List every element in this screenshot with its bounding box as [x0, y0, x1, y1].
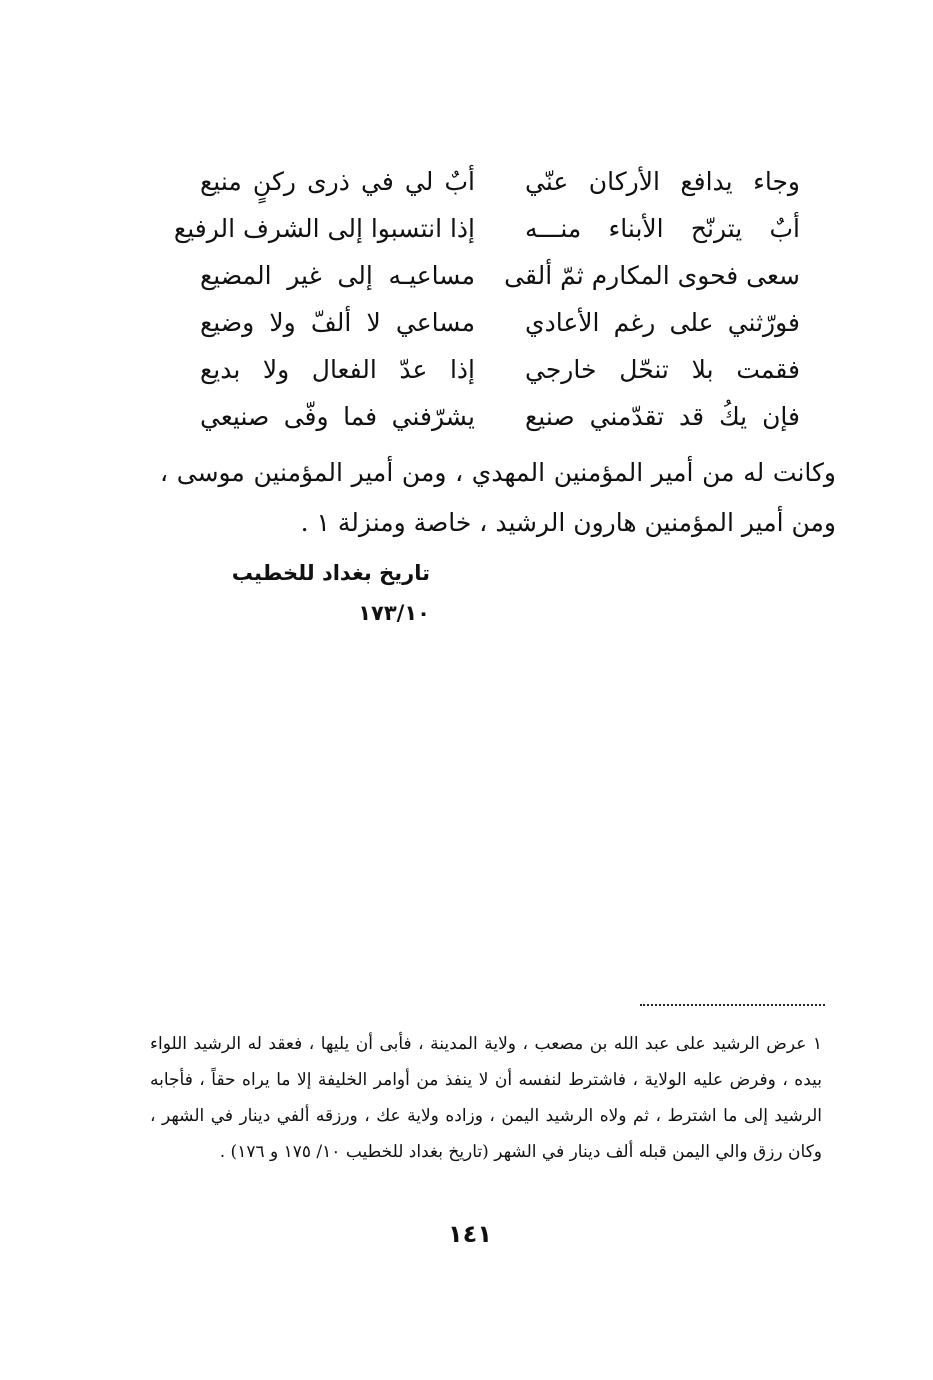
poem-first-hemistich: فإن يكُ قد تقدّمني صنيع	[525, 402, 800, 431]
poem-first-hemistich: سعى فحوى المكارم ثمّ ألقى	[504, 261, 800, 290]
page-number: ١٤١	[448, 1220, 492, 1248]
poem-second-hemistich: إذا عدّ الفعال ولا بديع	[200, 355, 475, 384]
poem-verse	[200, 393, 800, 441]
poem-first-hemistich: أبٌ يترنّح الأبناء منـــه	[525, 214, 800, 243]
poem-verse	[200, 346, 800, 394]
footnote-separator	[640, 1004, 825, 1006]
poem-second-hemistich: مساعيـه إلى غير المضيع	[200, 261, 475, 290]
poem-first-hemistich: وجاء يدافع الأركان عنّي	[525, 167, 800, 196]
poem-second-hemistich: أبٌ لي في ذرى ركنٍ منيع	[200, 167, 475, 196]
poem-verse	[200, 299, 800, 347]
poem-second-hemistich: يشرّفني فما وفّى صنيعي	[200, 402, 475, 431]
footnote: ١ عرض الرشيد على عبد الله بن مصعب ، ولاية المدينة ، فأبى أن يليها ، فعقد له الرشيد اللواء بيده ، وفرض عليه الولاية ، فاشترط لنفسه أن لا ينفذ من أوامر الخليفة إلا ما يراه حقاً ، فأجابه الرشيد إلى ما اشترط ، ثم ولاه الرشيد اليمن ، وزاده ولاية عك ، ورزقه ألفي دينار في الشهر ، وكان رزق والي اليمن قبله ألف دينار في الشهر (تاريخ بغداد للخطيب ١٠/ ١٧٥ و ١٧٦) .	[150, 1034, 822, 1162]
poem-verse	[200, 252, 800, 300]
poem-second-hemistich: مساعي لا ألفّ ولا وضيع	[200, 308, 475, 337]
prose-paragraph: وكانت له من أمير المؤمنين المهدي ، ومن أمير المؤمنين موسى ، ومن أمير المؤمنين هارون الرشيد ، خاصة ومنزلة ١ .	[160, 458, 836, 537]
poem-verse	[200, 158, 800, 206]
source-citation: تاريخ بغداد للخطيب ١٧٣/١٠	[231, 561, 430, 625]
poem-verse	[173, 205, 800, 253]
poem-first-hemistich: فورّثني على رغم الأعادي	[525, 308, 800, 337]
poem-first-hemistich: فقمت بلا تنحّل خارجي	[525, 355, 800, 384]
poem-second-hemistich: إذا انتسبوا إلى الشرف الرفيع	[173, 214, 475, 243]
